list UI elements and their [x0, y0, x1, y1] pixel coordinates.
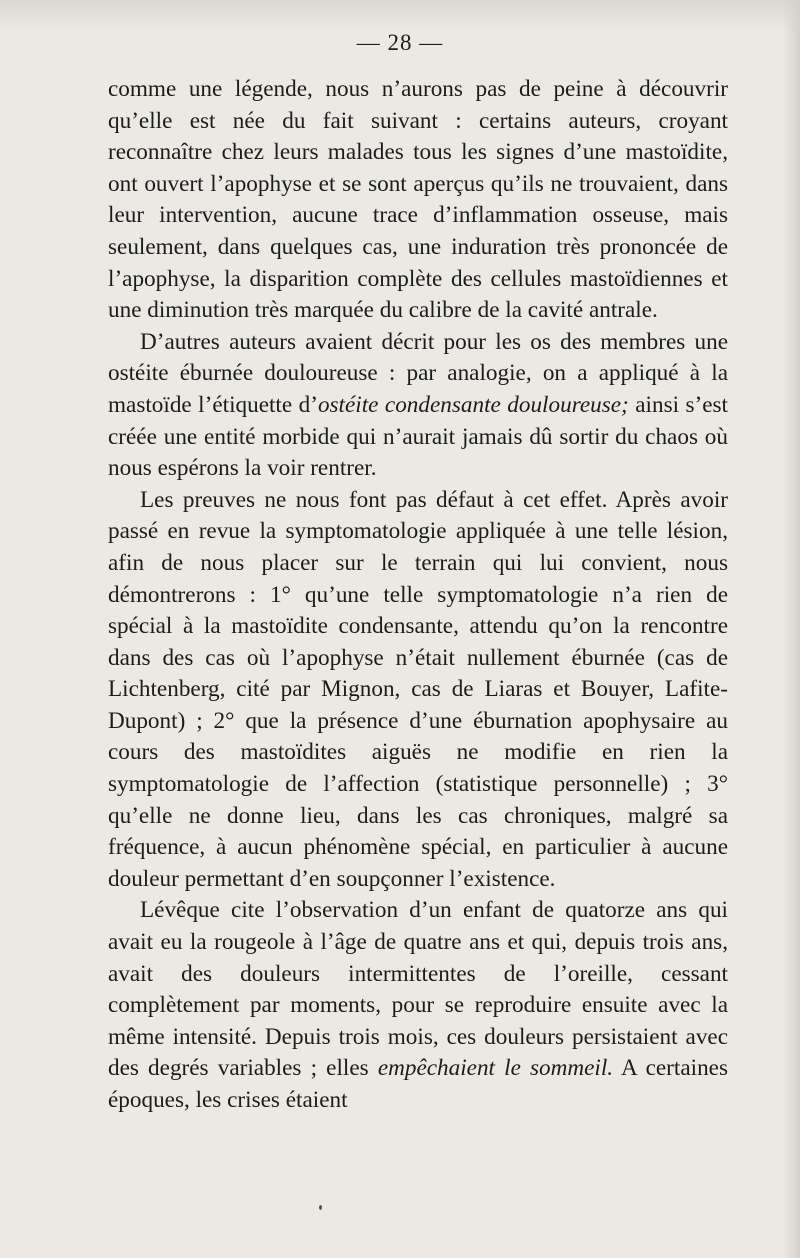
- page-top-shadow: [0, 0, 800, 30]
- paragraph: [108, 485, 728, 896]
- text-run: D’autres auteurs avaient décrit pour les os des membres une ostéite éburnée douloureuse : par analogie, on a appliqué à la mastoïde l’étiquette d’: [108, 328, 728, 418]
- italic-text-run: ostéite condensante douloureuse;: [317, 391, 629, 418]
- paragraph: [108, 327, 728, 485]
- body-text: [108, 74, 728, 1117]
- page-number: — 28 —: [356, 30, 444, 55]
- text-run: comme une légende, nous n’aurons pas de peine à découvrir qu’elle est née du fait suivant : certains auteurs, croyant reconnaître chez leurs malades tous les signes d’une mastoïdite, ont ouvert l’apophyse et se sont aperçus qu’ils ne trouvaient, dans leur intervention, aucune trace d’inflammation osseuse, mais seulement, dans quelques cas, une induration très prononcée de l’apophyse, la disparition complète des cellules mastoïdiennes et une diminution très marquée du calibre de la cavité antrale.: [108, 76, 728, 324]
- paragraph: [108, 74, 728, 327]
- text-run: A certaines époques, les crises étaient: [108, 1055, 728, 1113]
- paragraph: [108, 895, 728, 1116]
- text-run: Les preuves ne nous font pas défaut à cet effet. Après avoir passé en revue la symptomatologie appliquée à une telle lésion, afin de nous placer sur le terrain qui lui convient, nous démontrerons : 1° qu’une telle symptomatologie n’a rien de spécial à la mastoïdite condensante, attendu qu’on la rencontre dans des cas où l’apophyse n’était nullement éburnée (cas de Lichtenberg, cité par Mignon, cas de Liaras et Bouyer, Lafite-Dupont) ; 2° que la présence d’une éburnation apophysaire au cours des mastoïdites aiguës ne modifie en rien la symptomatologie de l’affection (statistique personnelle) ; 3° qu’elle ne donne lieu, dans les cas chroniques, malgré sa fréquence, à aucun phénomène spécial, en particulier à aucune douleur permettant d’en soupçonner l’existence.: [108, 486, 728, 892]
- page-right-shadow: [782, 0, 800, 1258]
- paper-speck: [319, 1205, 322, 1210]
- text-run: Lévêque cite l’observation d’un enfant de quatorze ans qui avait eu la rougeole à l’âge de quatre ans et qui, depuis trois ans, avait des douleurs intermittentes de l’oreille, cessant complètement par moments, pour se reproduire ensuite avec la même intensité. Depuis trois mois, ces douleurs persistaient avec des degrés variables ; elles: [108, 897, 728, 1082]
- text-run: ainsi s’est créée une entité morbide qui n’aurait jamais dû sortir du chaos où nous espérons la voir rentrer.: [108, 391, 728, 482]
- italic-text-run: empêchaient le sommeil.: [377, 1055, 614, 1082]
